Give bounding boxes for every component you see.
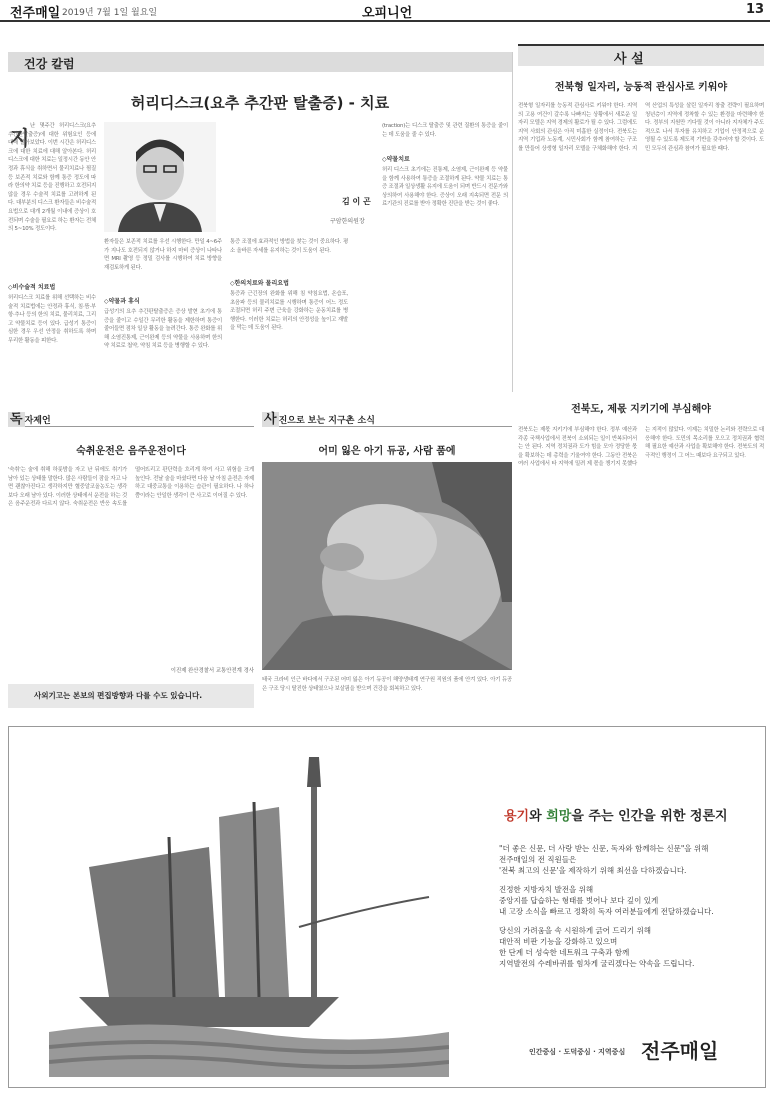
health-tag: 건강 칼럼 xyxy=(24,57,75,71)
promo-line: 당신의 가려움을 속 시원하게 긁어 드리기 위해 xyxy=(499,926,651,935)
disclaimer-text: 사외기고는 본보의 편집방향과 다를 수도 있습니다. xyxy=(34,691,203,700)
health-col-1-text: 난 몇주간 허리디스크(요추 추간판탈출증)에 대한 위험요인 등에 대해 알아보았다. 이번 시간은 허리디스크에 대한 치료에 대해 알아본다. 허리디스크에 대한 치료는 일정시간 동안 안정과 휴식을 취하면서 물리치료나 찜질 등 보존적 치료와 함께 통증 정도에 따라 한의약 치료 등을 진행하고 호전되지 않을 경우 수술적 치료를 고려하게 된다. 대부분의 디스크 환자들은 비수술적 요법으로 대개 2개월 이내에 증상이 호전되며 수술을 필요로 하는 환자는 전체의 5~10% 정도이다. xyxy=(8,123,96,233)
editorial xyxy=(518,44,764,600)
issue-date: 2019년 7월 1일 월요일 xyxy=(62,8,158,18)
dugong-image-icon xyxy=(262,462,512,670)
drop-cap: 지 xyxy=(10,126,30,150)
health-col-2-text: 환자들은 보존적 치료를 우선 시행한다. 만일 4~6주가 지나도 호전되지 않거나 하지 마비 증상이 나타나면 MRI 촬영 등 정밀 검사를 시행하여 치료 방향을 재검토하게 된다. xyxy=(104,239,222,271)
health-title: 허리디스크(요추 추간판 탈출증) - 치료 xyxy=(130,94,390,112)
health-column xyxy=(8,52,513,392)
page-number: 13 xyxy=(746,2,765,17)
column-author: 이진제 완산경찰서 교통안전계 경사 xyxy=(170,668,254,674)
sailing-ship-icon xyxy=(49,747,449,1077)
health-col-1 xyxy=(8,122,96,390)
photo-tag-rest: 진으로 보는 지구촌 소식 xyxy=(278,416,375,426)
health-col-1b-text: 허리디스크 치료를 위해 선택하는 비수술적 치료법에는 안정과 휴식, 침·뜸·부항·추나 등의 한의 치료, 물리치료, 그리고 약물치료 등이 있다. 급성기 통증이 심한 경우 우선 안정을 취하도록 하며 무리한 활동을 피한다. xyxy=(8,295,96,344)
health-subhead-1: ◇비수술적 치료법 xyxy=(8,284,56,291)
health-col-4-text: (traction)는 디스크 탈출증 및 관련 질환의 통증을 줄이는 데 도움을 줄 수 있다. xyxy=(382,123,508,138)
author-portrait-icon xyxy=(104,122,216,232)
health-col-4b-text: 허리 디스크 초기에는 진통제, 소염제, 근이완제 등 약물을 함께 사용하여 통증을 조절하게 된다. 약물 치료는 통증 조절과 일상생활 유지에 도움이 되며 반드시 전문가와 상의하여 사용해야 한다. 증상이 오래 지속되면 전문 의료기관의 진료를 받아 정확한 진단을 받는 것이 좋다. xyxy=(382,167,508,208)
promo-line: 대안적 비판 기능을 강화하고 있으며 xyxy=(499,937,618,946)
editorial-tag: 사 설 xyxy=(614,52,644,67)
promo-slogan xyxy=(504,805,728,824)
photo-caption: 태국 크라비 인근 바다에서 구조된 어미 잃은 아기 듀공이 해양생태계 연구원 직원의 품에 안겨 있다. 아기 듀공은 구조 당시 탈진한 상태였으나 보살핌을 받으며 건강을 회복하고 있다. xyxy=(262,677,512,692)
health-subhead-4: ◇약물치료 xyxy=(382,156,410,163)
editorial-body-1: 전북형 일자리를 능동적 관심사로 키워야 한다. 지역의 고용 여건이 갈수록 나빠지는 상황에서 새로운 일자리 모델은 지역 경제의 활로가 될 수 있다. 그럼에도 지역 사회의 관심은 아직 미흡한 실정이다. 전북도는 지역 기업과 노동계, 시민사회가 함께 참여하는 구조를 만들어 상생형 일자리 모델을 구체화해야 한다. 지역 산업의 특성을 살린 일자리 창출 전략이 필요하며 청년층이 지역에 정착할 수 있는 환경을 마련해야 한다. 정부의 지원만 기다릴 것이 아니라 지자체가 주도적으로 나서 투자를 유치하고 기업이 안정적으로 운영될 수 있도록 제도적 기반을 갖추어야 할 것이다. 도민 모두의 관심과 참여가 필요한 때다. xyxy=(518,103,764,152)
newspaper-logo: 전주매일 xyxy=(10,6,61,21)
page-header xyxy=(0,0,770,22)
author-affiliation: 구암한의원장 xyxy=(330,218,365,225)
column-body: '숙취'는 술에 취해 하룻밤을 자고 난 뒤에도 취기가 남아 있는 상태를 말한다. 많은 사람들이 잠을 자고 나면 괜찮아진다고 생각하지만 혈중알코올농도는 생각보다 오래 남아 있다. 이러한 상태에서 운전을 하는 것은 음주운전과 다르지 않다. 숙취운전은 반응 속도를 떨어뜨리고 판단력을 흐리게 하여 사고 위험을 크게 높인다. 전날 술을 마셨다면 다음 날 아침 운전은 자제하고 대중교통을 이용하는 습관이 필요하다. 나 하나쯤이라는 안일한 생각이 큰 사고로 이어질 수 있다. xyxy=(8,467,254,508)
promo-box xyxy=(8,726,766,1088)
reader-column xyxy=(8,408,254,712)
promo-line: '전북 최고의 신문'을 제작하기 위해 최선을 다하겠습니다. xyxy=(499,866,687,875)
health-subhead-2: ◇약물과 휴식 xyxy=(104,298,140,305)
health-col-2b-text: 급성기의 요추 추간판탈출증은 증상 발현 초기에 통증을 줄이고 수일간 무리한 활동을 제한하며 통증이 줄어들면 점차 일상 활동을 늘려간다. 통증 완화를 위해 소염진통제, 근이완제 등의 약물을 사용하며 한의약 치료로 첩약, 약침 치료 등을 병행할 수 있다. xyxy=(104,309,222,350)
photo-news xyxy=(262,408,512,712)
health-col-3b-text: 통증과 근긴장의 완화를 위해 침 약침요법, 온습포, 초음파 등의 물리치료를 시행하며 통증이 어느 정도 조절되면 허리 주변 근육을 강화하는 운동치료를 병행한다. 이러한 치료는 허리의 안정성을 높이고 재발을 막는 데 도움이 된다. xyxy=(230,291,348,332)
editorial-title-2: 전북도, 제몫 지키기에 부심해야 xyxy=(571,404,711,415)
slogan-rest: 을 주는 인간을 위한 정론지 xyxy=(571,809,728,824)
section-title: 오피니언 xyxy=(362,6,413,21)
author-name: 김 이 곤 xyxy=(342,197,371,206)
slogan-hope: 희망 xyxy=(546,809,572,824)
photo-tag-first: 사 xyxy=(264,412,277,427)
photo-title: 어미 잃은 아기 듀공, 사람 품에 xyxy=(318,446,456,457)
slogan-and: 와 xyxy=(529,809,547,824)
column-title: 숙취운전은 음주운전이다 xyxy=(76,446,186,457)
photo-tag xyxy=(262,408,512,427)
health-tag-band xyxy=(8,52,512,72)
editorial-title-1: 전북형 일자리, 능동적 관심사로 키워야 xyxy=(554,82,728,93)
author-photo xyxy=(104,122,216,232)
editorial-tag-band xyxy=(518,44,764,66)
health-col-3-text: 통증 조절에 효과적인 방법을 찾는 것이 중요하다. 평소 올바른 자세를 유지하는 것이 도움이 된다. xyxy=(230,239,348,254)
promo-text xyxy=(499,843,714,969)
column-tag-rest: 자제언 xyxy=(24,416,51,426)
promo-line: 전주매일의 전 직원들은 xyxy=(499,855,577,864)
column-tag-first: 독 xyxy=(10,412,23,427)
column-tag xyxy=(8,408,254,427)
promo-line: 중앙지를 답습하는 형태를 벗어나 보다 깊이 있게 xyxy=(499,896,659,905)
promo-line: 진정한 지방자치 발전을 위해 xyxy=(499,885,594,894)
promo-line: 지역발전의 수레바퀴를 힘차게 굴리겠다는 약속을 드립니다. xyxy=(499,959,695,968)
promo-line: 한 단계 더 성숙한 네트워크 구축과 함께 xyxy=(499,948,630,957)
dugong-photo xyxy=(262,462,512,670)
promo-motto: 인간중심 · 도덕중심 · 지역중심 xyxy=(529,1048,626,1056)
promo-brand-logo: 전주매일 xyxy=(641,1039,719,1063)
promo-illustration xyxy=(49,747,449,1077)
disclaimer-box xyxy=(8,684,254,708)
health-subhead-3: ◇한의치료와 물리요법 xyxy=(230,280,289,287)
promo-line: 내 고장 소식을 빠르고 정확히 독자 여러분들에게 전달하겠습니다. xyxy=(499,907,714,916)
slogan-courage: 용기 xyxy=(504,809,530,824)
editorial-body-2: 전북도는 제몫 지키기에 부심해야 한다. 정부 예산과 각종 국책사업에서 전북이 소외되는 일이 반복되어서는 안 된다. 지역 정치권과 도가 힘을 모아 정당한 몫을 확보하는 데 총력을 기울여야 한다. 그동안 전북은 여러 사업에서 타 지역에 밀려 제 몫을 챙기지 못했다는 지적이 많았다. 이제는 치밀한 논리와 전략으로 대응해야 한다. 도민의 목소리를 모으고 정치권과 협력해 필요한 예산과 사업을 확보해야 한다. 전북도의 적극적인 행정이 그 어느 때보다 요구되고 있다. xyxy=(518,427,764,468)
promo-line: "더 좋은 신문, 더 사랑 받는 신문, 독자와 함께하는 신문"을 위해 xyxy=(499,844,709,853)
